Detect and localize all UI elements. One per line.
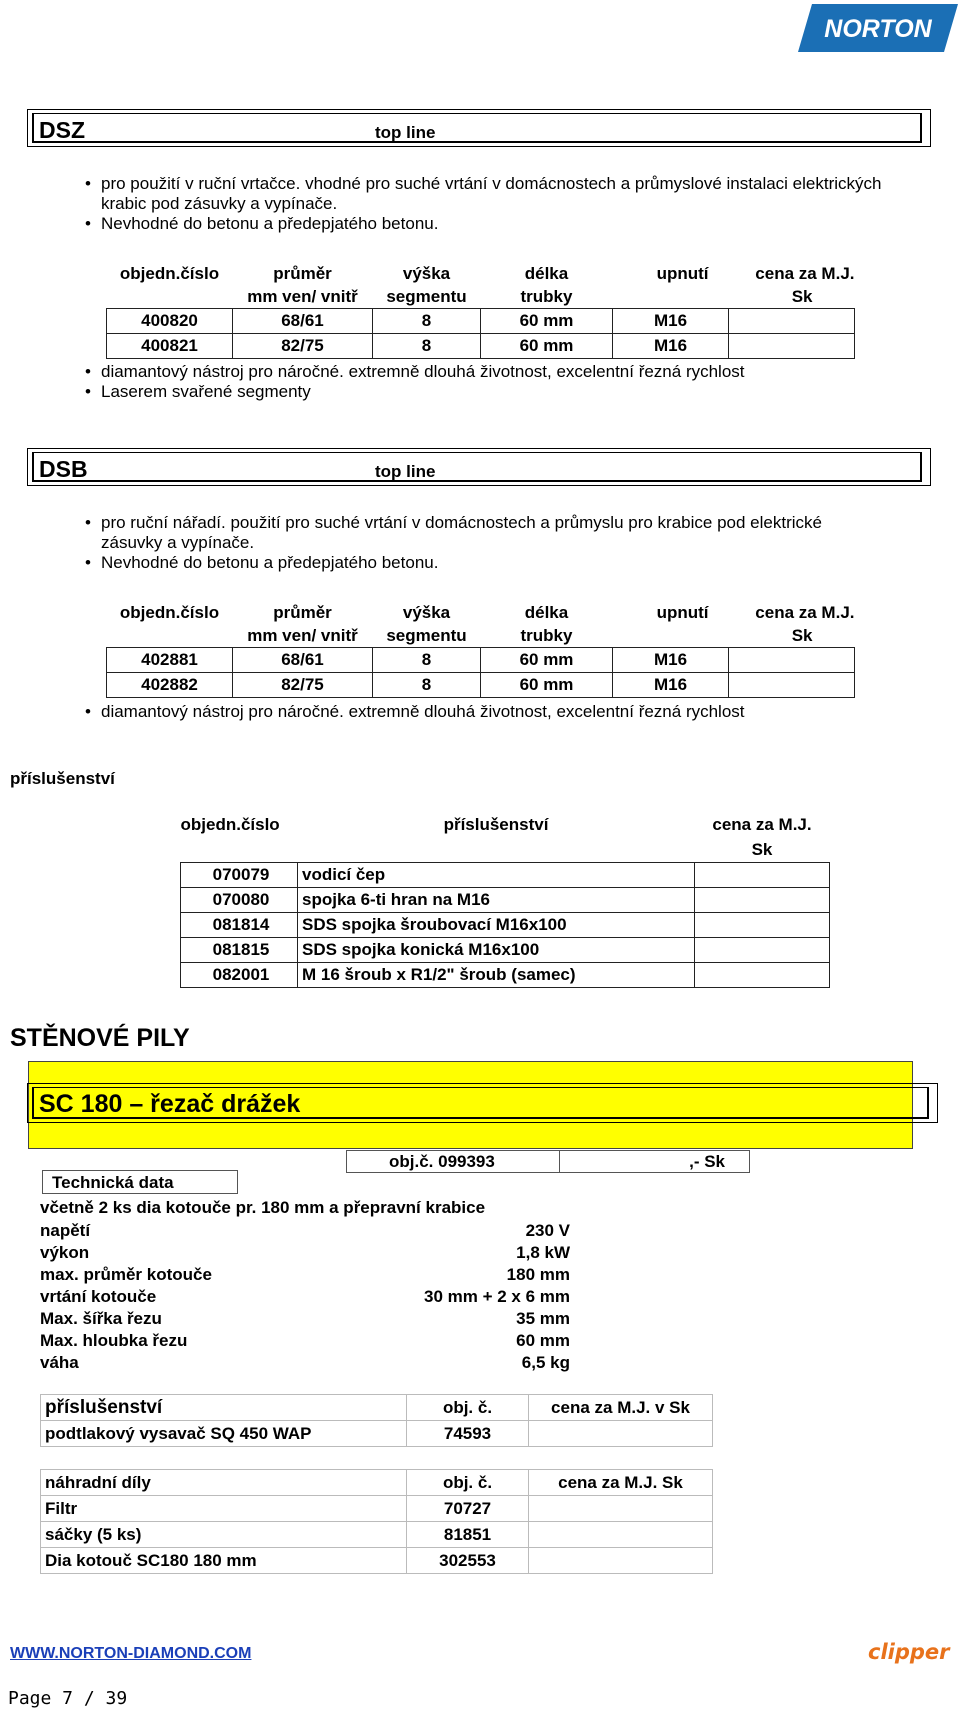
dsz-bullets <box>85 174 885 234</box>
col-header-height: výška segmentu <box>386 264 467 306</box>
section-code: DSB <box>39 456 88 482</box>
spec-row: výkon 1,8 kW <box>40 1243 570 1262</box>
bullet-item: • diamantový nástroj pro náročné. extremně dlouhá životnost, excelentní řezná rychlost <box>85 362 885 382</box>
table-row: Filtr 70727 <box>41 1496 713 1522</box>
bullet-item: • diamantový nástroj pro náročné. extremně dlouhá životnost, excelentní řezná rychlost <box>85 702 885 722</box>
section-code: DSZ <box>39 117 85 143</box>
col-header-length: délka trubky <box>520 264 573 306</box>
product-title: SC 180 – řezač drážek <box>39 1090 301 1118</box>
bullet-item: • Laserem svařené segmenty <box>85 382 885 402</box>
section-line: top line <box>375 462 436 481</box>
col-header-price: cena za M.J. Sk <box>755 264 855 306</box>
includes-text: včetně 2 ks dia kotouče pr. 180 mm a přepravní krabice <box>40 1198 486 1217</box>
accessories-title: příslušenství <box>10 769 115 788</box>
product-title-bar <box>27 1083 938 1123</box>
spec-row: Max. šířka řezu 35 mm <box>40 1309 570 1328</box>
col-header-mount: upnutí <box>656 264 709 283</box>
col-header-order: objedn.číslo <box>180 815 280 834</box>
table-row: 400820 68/61 8 60 mm M16 <box>107 309 855 334</box>
col-header-order: objedn.číslo <box>119 264 220 283</box>
col-header-order: objedn.číslo <box>119 603 220 622</box>
order-box <box>346 1150 750 1173</box>
col-header-price: cena za M.J. Sk <box>755 603 855 645</box>
col-header-price: cena za M.J. Sk <box>529 1470 713 1496</box>
dsz-product-table <box>106 262 855 359</box>
col-header-order: obj. č. <box>407 1395 529 1421</box>
tech-data-label: Technická data <box>42 1170 238 1194</box>
saw-accessory-table <box>40 1394 713 1447</box>
table-row: 402881 68/61 8 60 mm M16 <box>107 648 855 673</box>
norton-logo <box>798 4 958 52</box>
table-row: 070080 spojka 6-ti hran na M16 <box>181 888 830 913</box>
table-row: 081815 SDS spojka konická M16x100 <box>181 938 830 963</box>
bullet-item: • pro ruční nářadí. použití pro suché vrtání v domácnostech a průmyslu pro krabice pod elektrické zásuvky a vypínače. <box>85 513 885 553</box>
spec-row: váha 6,5 kg <box>40 1353 570 1372</box>
dsb-notes <box>85 702 885 722</box>
col-header-price: cena za M.J. v Sk <box>529 1395 713 1421</box>
dsz-notes <box>85 362 885 402</box>
table-row: 402882 82/75 8 60 mm M16 <box>107 673 855 698</box>
spec-row: vrtání kotouče 30 mm + 2 x 6 mm <box>40 1287 570 1306</box>
wall-saws-heading: STĚNOVÉ PILY <box>10 1024 190 1052</box>
col-header-length: délka trubky <box>520 603 573 645</box>
dsb-product-table <box>106 601 855 698</box>
col-header-order: obj. č. <box>407 1470 529 1496</box>
col-header-name: příslušenství <box>41 1395 407 1421</box>
spec-row: Max. hloubka řezu 60 mm <box>40 1331 570 1350</box>
table-row: Dia kotouč SC180 180 mm 302553 <box>41 1548 713 1574</box>
dsb-bullets <box>85 513 885 573</box>
table-row: 400821 82/75 8 60 mm M16 <box>107 334 855 359</box>
table-row: 070079 vodicí čep <box>181 863 830 888</box>
dsb-section-bar <box>27 448 931 486</box>
dsz-section-bar <box>27 109 931 147</box>
spec-table <box>40 1220 570 1374</box>
col-header-diameter: průměr mm ven/ vnitř <box>247 603 358 645</box>
page-number: Page 7 / 39 <box>8 1688 128 1709</box>
col-header-price: cena za M.J. Sk <box>712 815 812 859</box>
table-row: sáčky (5 ks) 81851 <box>41 1522 713 1548</box>
clipper-logo: clipper <box>868 1640 950 1664</box>
section-line: top line <box>375 123 436 142</box>
price-label: ,- Sk <box>689 1152 725 1171</box>
website-link[interactable]: WWW.NORTON-DIAMOND.COM <box>10 1645 252 1662</box>
spec-row: max. průměr kotouče 180 mm <box>40 1265 570 1284</box>
order-number: obj.č. 099393 <box>389 1152 495 1171</box>
col-header-diameter: průměr mm ven/ vnitř <box>247 264 358 306</box>
col-header-item: příslušenství <box>443 815 549 834</box>
divider <box>559 1151 560 1172</box>
col-header-height: výška segmentu <box>386 603 467 645</box>
table-row: podtlakový vysavač SQ 450 WAP 74593 <box>41 1421 713 1447</box>
col-header-mount: upnutí <box>656 603 709 622</box>
table-row: 082001 M 16 šroub x R1/2" šroub (samec) <box>181 963 830 988</box>
spec-row: napětí 230 V <box>40 1221 570 1240</box>
bullet-item: • Nevhodné do betonu a předepjatého betonu. <box>85 553 885 573</box>
spare-parts-table <box>40 1469 713 1574</box>
table-row: 081814 SDS spojka šroubovací M16x100 <box>181 913 830 938</box>
svg-text:NORTON: NORTON <box>824 15 932 43</box>
bullet-item: • Nevhodné do betonu a předepjatého betonu. <box>85 214 885 234</box>
accessories-table <box>180 812 830 988</box>
col-header-name: náhradní díly <box>41 1470 407 1496</box>
bullet-item: • pro použití v ruční vrtačce. vhodné pro suché vrtání v domácnostech a průmyslové instalaci elektrických krabic pod zásuvky a vypínače. <box>85 174 885 214</box>
